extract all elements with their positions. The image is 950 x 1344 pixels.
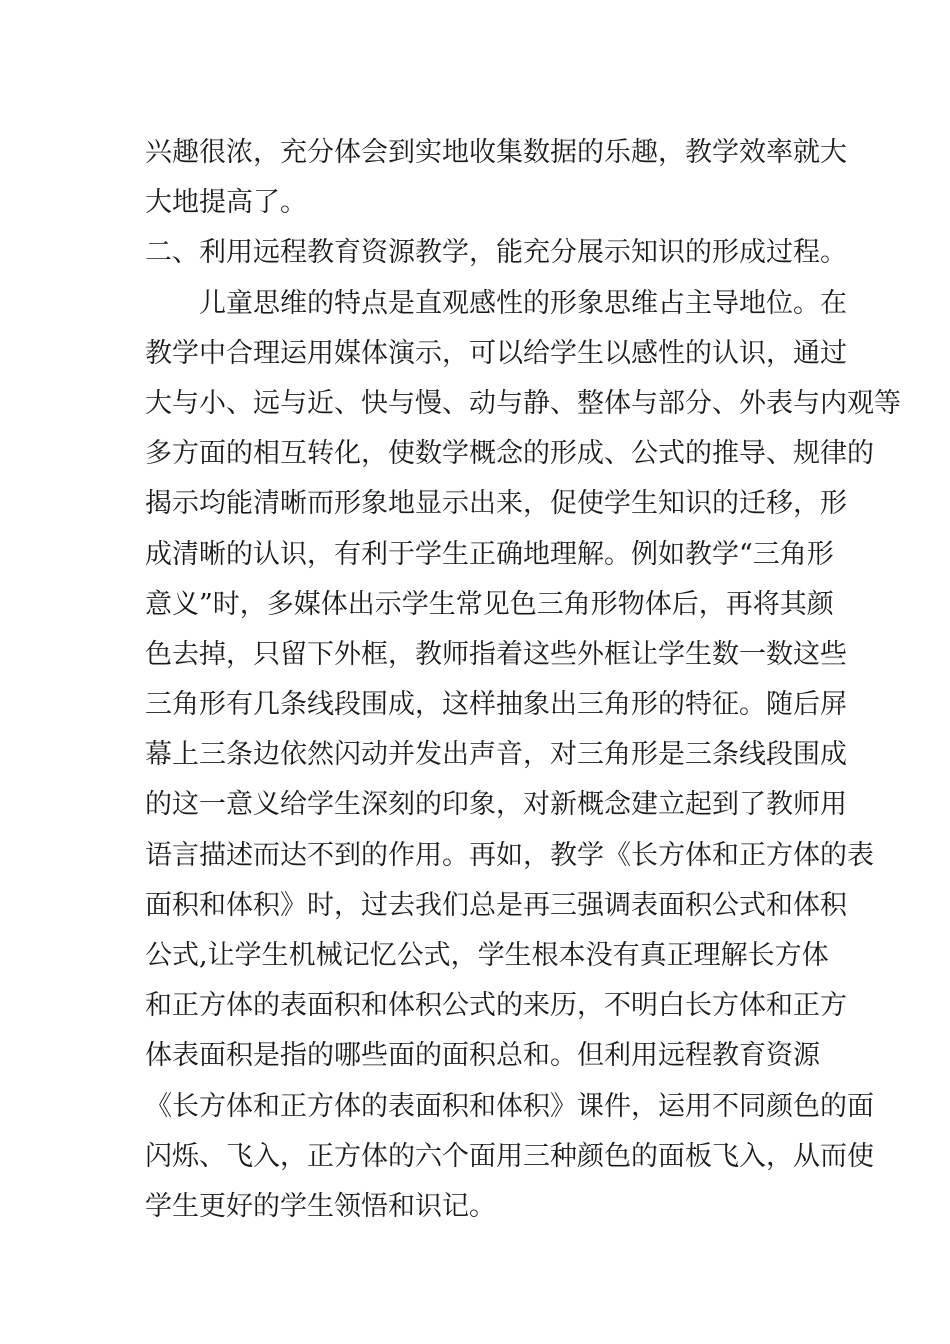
text-line: 大地提高了。 xyxy=(145,187,307,219)
text-line: 体表面积是指的哪些面的面积总和。但利用远程教育资源 xyxy=(145,1040,820,1072)
text-line: 闪烁、飞入，正方体的六个面用三种颜色的面板飞入，从而使 xyxy=(145,1140,874,1172)
text-line: 公式,让学生机械记忆公式，学生根本没有真正理解长方体 xyxy=(145,940,829,971)
text-line: 的这一意义给学生深刻的印象，对新概念建立起到了教师用 xyxy=(145,789,847,821)
text-line: 语言描述而达不到的作用。再如，教学《长方体和正方体的表 xyxy=(145,839,874,871)
text-line: 学生更好的学生领悟和识记。 xyxy=(145,1190,496,1222)
text-line: 和正方体的表面积和体积公式的来历，不明白长方体和正方 xyxy=(145,990,847,1022)
text-line: 《长方体和正方体的表面积和体积》课件，运用不同颜色的面 xyxy=(145,1090,874,1122)
text-line: 色去掉，只留下外框，教师指着这些外框让学生数一数这些 xyxy=(145,638,847,670)
text-line: 兴趣很浓，充分体会到实地收集数据的乐趣，教学效率就大 xyxy=(145,137,847,168)
text-line: 三角形有几条线段围成，这样抽象出三角形的特征。随后屏 xyxy=(145,689,847,721)
text-line: 揭示均能清晰而形象地显示出来，促使学生知识的迁移，形 xyxy=(145,488,847,520)
text-line: 幕上三条边依然闪动并发出声音，对三角形是三条线段围成 xyxy=(145,739,847,771)
text-line: 教学中合理运用媒体演示，可以给学生以感性的认识，通过 xyxy=(145,337,847,369)
text-line: 多方面的相互转化，使数学概念的形成、公式的推导、规律的 xyxy=(145,438,874,470)
text-line: 面积和体积》时，过去我们总是再三强调表面积公式和体积 xyxy=(145,889,847,921)
text-line: 儿童思维的特点是直观感性的形象思维占主导地位。在 xyxy=(199,287,847,319)
text-line: 成清晰的认识，有利于学生正确地理解。例如教学“三角形 xyxy=(145,538,834,570)
text-line: 大与小、远与近、快与慢、动与静、整体与部分、外表与内观等 xyxy=(145,387,901,419)
text-line: 意义”时，多媒体出示学生常见色三角形物体后，再将其颜 xyxy=(145,588,834,620)
document-body xyxy=(145,128,901,1232)
section-heading: 二、利用远程教育资源教学，能充分展示知识的形成过程。 xyxy=(145,237,847,269)
